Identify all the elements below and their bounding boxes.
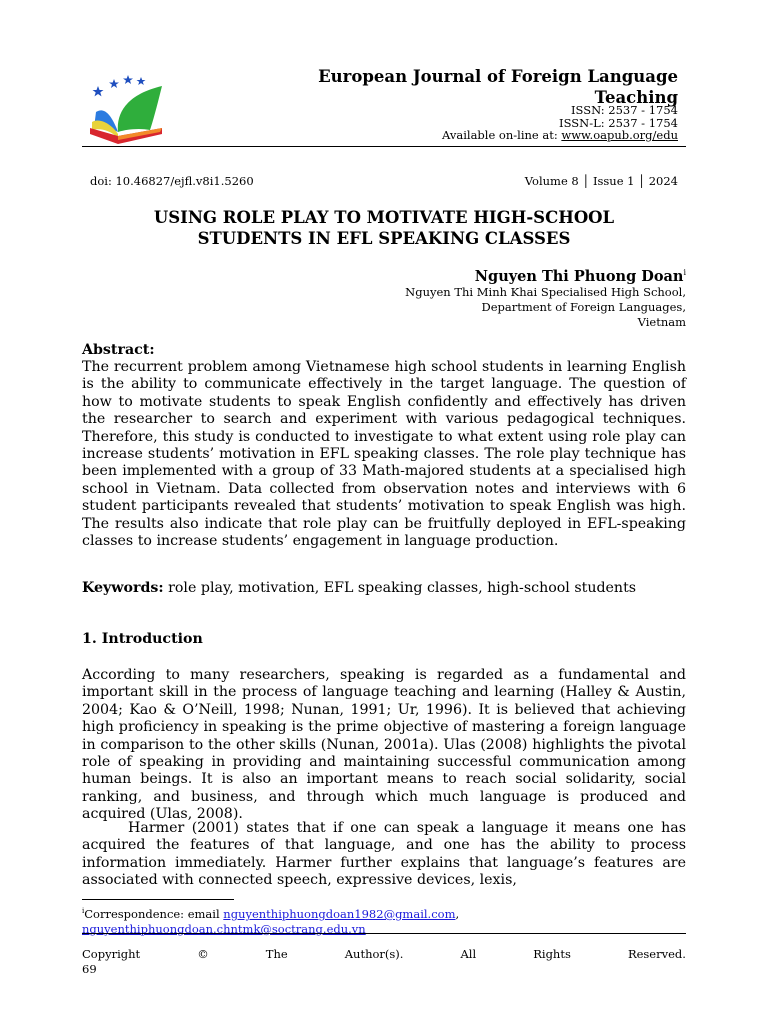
affiliation-line-1: Nguyen Thi Minh Khai Specialised High School, [405,285,686,299]
keywords [82,580,686,597]
footnote-divider [82,899,234,900]
paper-title: USING ROLE PLAY TO MOTIVATE HIGH-SCHOOL STUDENTS IN EFL SPEAKING CLASSES [153,208,615,248]
footer-divider [82,933,686,934]
journal-title: European Journal of Foreign Language Teaching [318,67,678,107]
introduction-paragraph-2: Harmer (2001) states that if one can speak a language it means one has acquired the features of that language, and one has the ability to process information immediately. Harmer further explains that language’s features are associated with connected speech, expressive devices, lexis, [82,820,686,889]
affiliation-line-3: Vietnam [637,315,686,329]
copyright-line: Copyright © The Author(s). All Rights Reserved. [82,947,686,961]
journal-website-link[interactable]: www.oapub.org/edu [561,128,678,142]
page-number: 69 [82,962,97,976]
header-divider [82,146,686,147]
abstract-heading: Abstract: [82,342,155,358]
keywords-label: Keywords: [82,580,164,596]
email-link-1[interactable]: nguyenthiphuongdoan1982@gmail.com [223,906,456,921]
keywords-text: role play, motivation, EFL speaking classes, high-school students [163,580,637,596]
journal-logo-icon [88,72,170,146]
footnote: $^i$Correspondence: email nguyenthiphuongdoan1982@gmail.com, nguyenthiphuongdoan.chntmk@soctrang.edu.vn [82,906,460,936]
introduction-heading: 1. Introduction [82,631,203,647]
affiliation-line-2: Department of Foreign Languages, [481,300,686,314]
introduction-paragraph-1: According to many researchers, speaking is regarded as a fundamental and important skill in the process of language teaching and learning (Halley & Austin, 2004; Kao & O’Neill, 1998; Nunan, 1991; Ur, 1996). It is believed that achieving high proficiency in speaking is the prime objective of mastering a foreign language in comparison to the other skills (Nunan, 2001a). Ulas (2008) highlights the pivotal role of speaking in providing and maintaining successful communication among human beings. It is also an important means to reach social solidarity, social ranking, and business, and through which much language is produced and acquired (Ulas, 2008). [82,667,686,823]
issn: ISSN: 2537 - 1754 [570,103,678,117]
author-name: Nguyen Thi Phuong Doan$^i$ [474,268,686,285]
author-footnote-marker: i [683,268,686,278]
abstract-text: The recurrent problem among Vietnamese high school students in learning English is the ability to communicate effectively in the target language. The question of how to motivate students to speak English confidently and effectively has driven the researcher to search and experiment with various pedagogical techniques. Therefore, this study is conducted to investigate to what extent using role play can increase students’ motivation in EFL speaking classes. The role play technique has been implemented with a group of 33 Math-majored students at a specialised high school in Vietnam. Data collected from observation notes and interviews with 6 student participants revealed that students’ motivation to speak English was high. The results also indicate that role play can be fruitfully deployed in EFL-speaking classes to increase students’ engagement in language production. [82,359,686,550]
available-online: Available on-line at: www.oapub.org/edu [442,128,678,142]
doi: doi: 10.46827/ejfl.v8i1.5260 [90,174,254,188]
email-link-2[interactable]: nguyenthiphuongdoan.chntmk@soctrang.edu.vn [82,921,366,936]
volume-issue: Volume 8 │ Issue 1 │ 2024 [524,174,678,188]
issn-l: ISSN-L: 2537 - 1754 [559,116,678,130]
